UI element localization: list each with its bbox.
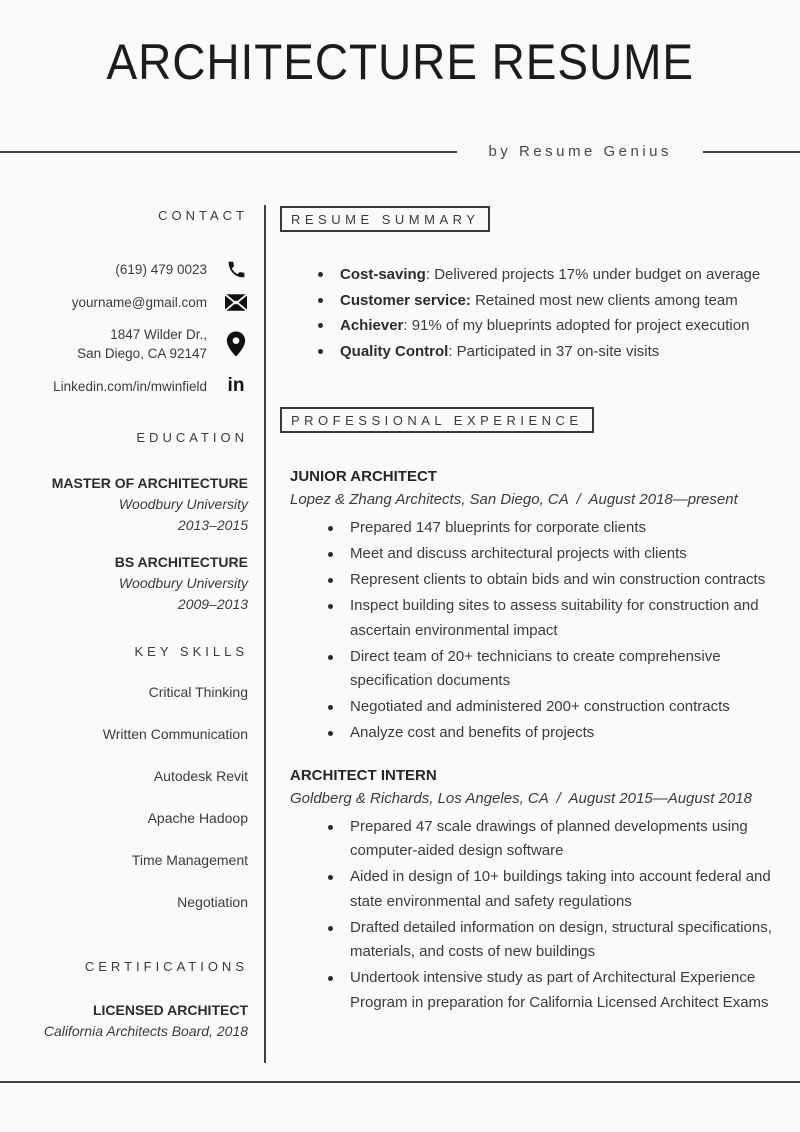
summary-heading: RESUME SUMMARY [280, 206, 490, 232]
education-entry [0, 473, 248, 536]
location-icon [224, 331, 248, 357]
column-divider [264, 205, 266, 1063]
job-meta: Goldberg & Richards, Los Angeles, CA / August 2015—August 2018 [290, 789, 752, 807]
education-years: 2013–2015 [177, 517, 248, 533]
job-title: JUNIOR ARCHITECT [290, 468, 437, 485]
certification-detail: California Architects Board, 2018 [43, 1023, 248, 1039]
education-years: 2009–2013 [177, 596, 248, 612]
job-bullet-list [290, 516, 774, 746]
job-bullet: Direct team of 20+ technicians to create comprehensive specification documents [290, 645, 774, 694]
summary-bullet [280, 288, 774, 314]
skill-item: Negotiation [177, 894, 248, 910]
summary-bullet-text: : Participated in 37 on-site visits [448, 342, 660, 360]
job-bullet: Aided in design of 10+ buildings taking into account federal and state environmental and safety regulations [290, 865, 774, 914]
sidebar [0, 0, 248, 1042]
linkedin-url: Linkedin.com/in/mwinfield [53, 378, 207, 394]
certification-name: LICENSED ARCHITECT [92, 1002, 248, 1018]
summary-bullet-text: Retained most new clients among team [470, 291, 738, 309]
summary-list [280, 262, 774, 364]
certifications-heading: CERTIFICATIONS [84, 959, 248, 974]
page-title-text: ARCHITECTURE RESUME [106, 34, 694, 90]
skill-item: Time Management [131, 852, 248, 868]
main-content [280, 0, 774, 1017]
key-skills-heading: KEY SKILLS [134, 644, 248, 659]
contact-item-email [0, 293, 248, 312]
skill-item: Apache Hadoop [147, 810, 248, 826]
education-heading: EDUCATION [136, 430, 248, 445]
summary-bullet [280, 262, 774, 288]
school-name: Woodbury University [118, 496, 248, 512]
footer-line [0, 1081, 800, 1083]
certification-entry [0, 1000, 248, 1042]
summary-bullet [280, 339, 774, 365]
job-bullet: Meet and discuss architectural projects with clients [290, 542, 774, 567]
job-meta: Lopez & Zhang Architects, San Diego, CA / August 2018—present [290, 491, 738, 508]
summary-bullet-text: : Delivered projects 17% under budget on average [425, 266, 761, 283]
contact-item-linkedin [0, 376, 248, 396]
summary-bullet-label: Achiever [340, 317, 404, 334]
job-bullet: Drafted detailed information on design, structural specifications, materials, and costs of new buildings [290, 916, 774, 965]
job-bullet: Inspect building sites to assess suitability for construction and ascertain environmental impact [290, 594, 774, 643]
skill-item: Critical Thinking [148, 684, 248, 700]
skill-item: Autodesk Revit [153, 768, 248, 784]
job-bullet: Negotiated and administered 200+ construction contracts [290, 695, 774, 720]
job-bullet-list [290, 815, 774, 1016]
email-address: yourname@gmail.com [71, 295, 207, 310]
skill-item: Written Communication [102, 726, 248, 742]
contact-list [0, 259, 248, 396]
job-bullet: Analyze cost and benefits of projects [290, 721, 774, 746]
experience-heading: PROFESSIONAL EXPERIENCE [280, 407, 594, 433]
job-entry [290, 465, 774, 746]
contact-item-phone [0, 259, 248, 280]
byline-text: by Resume Genius [488, 143, 672, 160]
linkedin-icon: in [227, 375, 245, 396]
school-name: Woodbury University [118, 575, 248, 591]
address-line-1: 1847 Wilder Dr., [110, 327, 207, 342]
phone-number: (619) 479 0023 [115, 262, 207, 277]
contact-heading: CONTACT [158, 208, 248, 223]
summary-bullet [280, 313, 774, 339]
education-entry [0, 552, 248, 615]
job-title: ARCHITECT INTERN [290, 766, 437, 784]
summary-bullet-label: Customer service: [340, 291, 471, 309]
address-line-2: San Diego, CA 92147 [77, 346, 207, 361]
degree-name: BS ARCHITECTURE [114, 554, 248, 570]
skills-list [0, 684, 248, 910]
postal-address [77, 325, 207, 363]
job-bullet: Represent clients to obtain bids and win construction contracts [290, 568, 774, 593]
email-icon [224, 294, 248, 311]
contact-item-address [0, 325, 248, 363]
degree-name: MASTER OF ARCHITECTURE [51, 475, 248, 491]
job-bullet: Prepared 147 blueprints for corporate clients [290, 516, 774, 541]
summary-bullet-label: Cost-saving [340, 266, 426, 283]
job-entry [290, 764, 774, 1016]
job-bullet: Undertook intensive study as part of Architectural Experience Program in preparation for California Licensed Architect Exams [290, 966, 774, 1015]
summary-bullet-label: Quality Control [340, 342, 449, 360]
job-bullet: Prepared 47 scale drawings of planned developments using computer-aided design software [290, 815, 774, 864]
summary-bullet-text: : 91% of my blueprints adopted for project execution [403, 317, 750, 334]
phone-icon [224, 259, 248, 280]
